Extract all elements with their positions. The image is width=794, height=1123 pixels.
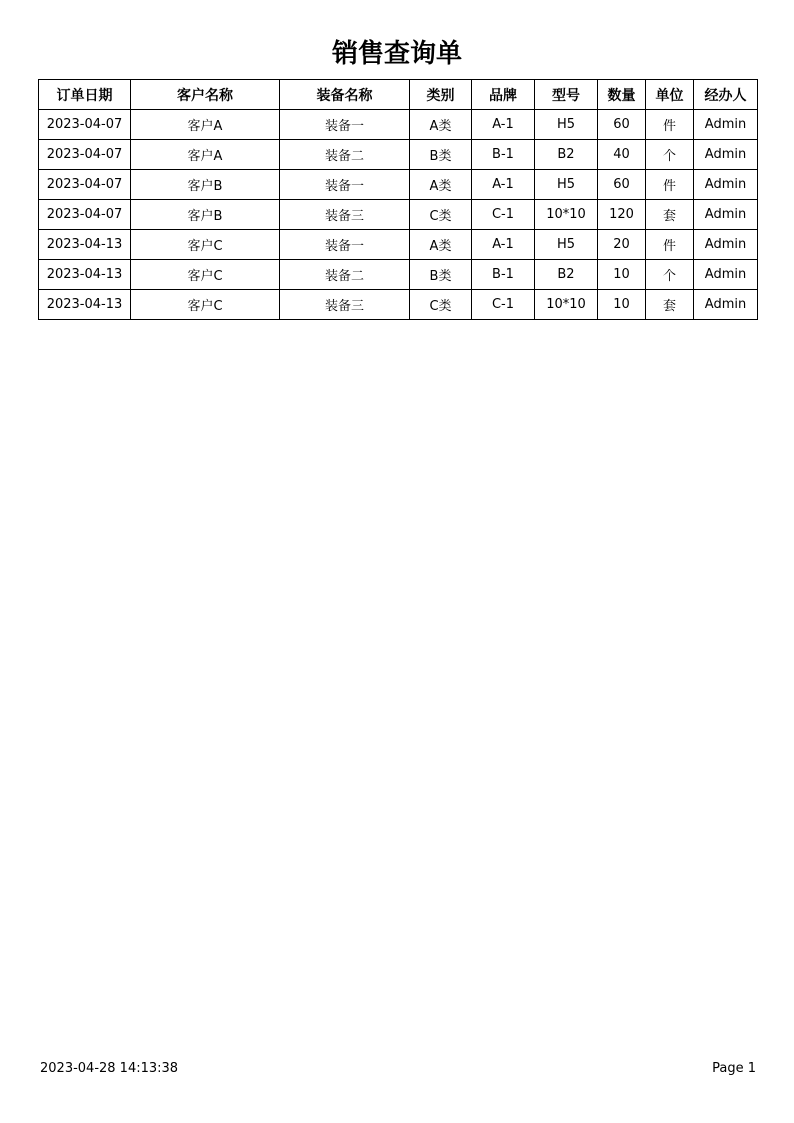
page-number: Page 1 bbox=[712, 1061, 756, 1076]
cell-model: H5 bbox=[535, 230, 598, 260]
cell-handler: Admin bbox=[694, 260, 758, 290]
table-header-row bbox=[39, 80, 758, 110]
sales-query-table bbox=[38, 79, 758, 320]
cell-equipment-name: 装备二 bbox=[280, 260, 410, 290]
cell-customer-name: 客户B bbox=[131, 170, 280, 200]
cell-order-date: 2023-04-07 bbox=[39, 140, 131, 170]
table-row bbox=[39, 260, 758, 290]
cell-order-date: 2023-04-13 bbox=[39, 230, 131, 260]
cell-brand: A-1 bbox=[472, 110, 535, 140]
cell-customer-name: 客户C bbox=[131, 230, 280, 260]
column-header-quantity: 数量 bbox=[598, 80, 646, 110]
table-row bbox=[39, 110, 758, 140]
cell-brand: A-1 bbox=[472, 230, 535, 260]
cell-unit: 个 bbox=[646, 260, 694, 290]
cell-equipment-name: 装备一 bbox=[280, 170, 410, 200]
cell-order-date: 2023-04-07 bbox=[39, 170, 131, 200]
cell-order-date: 2023-04-13 bbox=[39, 260, 131, 290]
cell-handler: Admin bbox=[694, 140, 758, 170]
cell-quantity: 120 bbox=[598, 200, 646, 230]
cell-quantity: 60 bbox=[598, 170, 646, 200]
cell-customer-name: 客户B bbox=[131, 200, 280, 230]
cell-unit: 套 bbox=[646, 200, 694, 230]
table-row bbox=[39, 200, 758, 230]
cell-category: B类 bbox=[410, 140, 472, 170]
cell-handler: Admin bbox=[694, 170, 758, 200]
column-header-model: 型号 bbox=[535, 80, 598, 110]
cell-equipment-name: 装备三 bbox=[280, 200, 410, 230]
cell-model: B2 bbox=[535, 260, 598, 290]
cell-category: A类 bbox=[410, 110, 472, 140]
cell-brand: A-1 bbox=[472, 170, 535, 200]
cell-category: C类 bbox=[410, 290, 472, 320]
cell-handler: Admin bbox=[694, 230, 758, 260]
column-header-equipment-name: 装备名称 bbox=[280, 80, 410, 110]
cell-brand: B-1 bbox=[472, 140, 535, 170]
column-header-brand: 品牌 bbox=[472, 80, 535, 110]
cell-equipment-name: 装备二 bbox=[280, 140, 410, 170]
cell-customer-name: 客户C bbox=[131, 260, 280, 290]
cell-handler: Admin bbox=[694, 200, 758, 230]
cell-unit: 件 bbox=[646, 110, 694, 140]
cell-unit: 件 bbox=[646, 230, 694, 260]
table-row bbox=[39, 140, 758, 170]
cell-unit: 套 bbox=[646, 290, 694, 320]
table-row bbox=[39, 290, 758, 320]
cell-model: H5 bbox=[535, 170, 598, 200]
table-row bbox=[39, 170, 758, 200]
cell-customer-name: 客户A bbox=[131, 110, 280, 140]
print-timestamp: 2023-04-28 14:13:38 bbox=[40, 1061, 179, 1076]
cell-unit: 件 bbox=[646, 170, 694, 200]
cell-customer-name: 客户C bbox=[131, 290, 280, 320]
cell-quantity: 40 bbox=[598, 140, 646, 170]
cell-brand: B-1 bbox=[472, 260, 535, 290]
table-row bbox=[39, 230, 758, 260]
cell-category: A类 bbox=[410, 230, 472, 260]
cell-brand: C-1 bbox=[472, 290, 535, 320]
column-header-category: 类别 bbox=[410, 80, 472, 110]
cell-category: A类 bbox=[410, 170, 472, 200]
cell-equipment-name: 装备一 bbox=[280, 110, 410, 140]
cell-quantity: 10 bbox=[598, 290, 646, 320]
page-title: 销售查询单 bbox=[331, 39, 462, 69]
column-header-handler: 经办人 bbox=[694, 80, 758, 110]
column-header-unit: 单位 bbox=[646, 80, 694, 110]
cell-brand: C-1 bbox=[472, 200, 535, 230]
cell-handler: Admin bbox=[694, 290, 758, 320]
cell-equipment-name: 装备三 bbox=[280, 290, 410, 320]
cell-customer-name: 客户A bbox=[131, 140, 280, 170]
column-header-order-date: 订单日期 bbox=[39, 80, 131, 110]
cell-order-date: 2023-04-07 bbox=[39, 110, 131, 140]
cell-order-date: 2023-04-07 bbox=[39, 200, 131, 230]
column-header-customer-name: 客户名称 bbox=[131, 80, 280, 110]
cell-model: H5 bbox=[535, 110, 598, 140]
cell-category: C类 bbox=[410, 200, 472, 230]
cell-model: 10*10 bbox=[535, 200, 598, 230]
cell-order-date: 2023-04-13 bbox=[39, 290, 131, 320]
cell-quantity: 10 bbox=[598, 260, 646, 290]
cell-quantity: 20 bbox=[598, 230, 646, 260]
cell-model: 10*10 bbox=[535, 290, 598, 320]
cell-handler: Admin bbox=[694, 110, 758, 140]
cell-unit: 个 bbox=[646, 140, 694, 170]
cell-quantity: 60 bbox=[598, 110, 646, 140]
cell-equipment-name: 装备一 bbox=[280, 230, 410, 260]
cell-model: B2 bbox=[535, 140, 598, 170]
cell-category: B类 bbox=[410, 260, 472, 290]
